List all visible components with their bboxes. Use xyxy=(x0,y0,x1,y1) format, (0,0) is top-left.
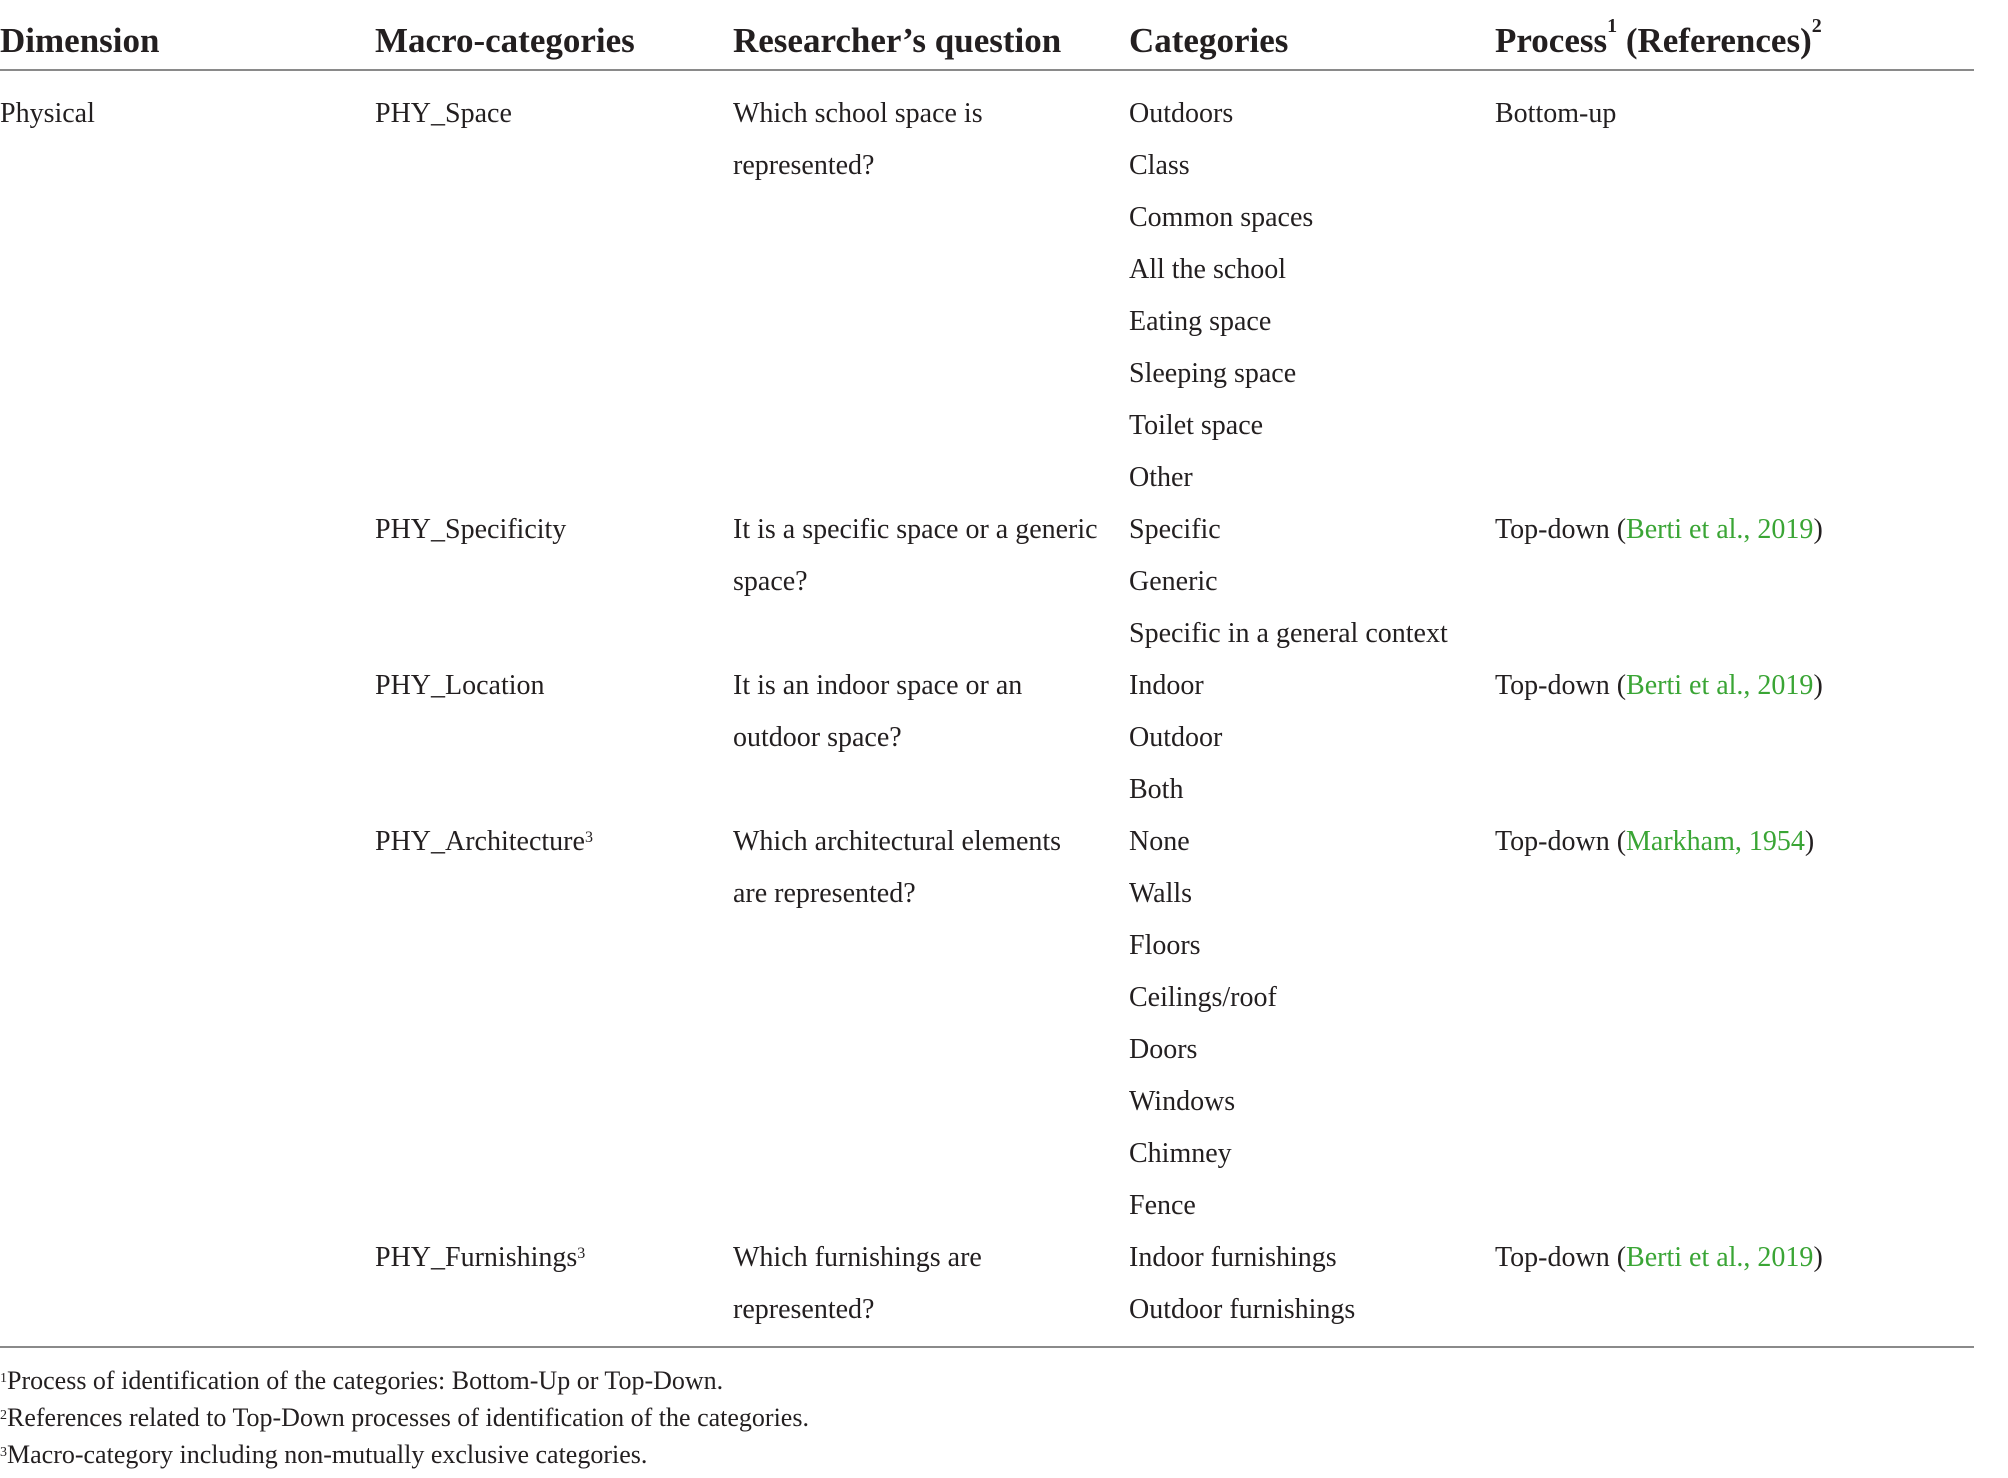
footnote-mark: 2 xyxy=(0,1408,7,1423)
category-item: All the school xyxy=(1129,254,1287,285)
category-item: Toilet space xyxy=(1129,410,1264,441)
category-item: Specific xyxy=(1129,514,1221,545)
table-row xyxy=(0,660,1974,816)
category-item: Floors xyxy=(1129,930,1201,961)
cell-categories xyxy=(1129,70,1495,504)
macro-category-label: PHY_Architecture xyxy=(375,826,585,857)
process-label: Top-down xyxy=(1495,1242,1610,1273)
category-item: Windows xyxy=(1129,1086,1236,1117)
table-footnotes xyxy=(0,1362,809,1473)
footnote-mark: 1 xyxy=(0,1371,7,1386)
cell-process-references: Top-down (Markham, 1954) xyxy=(1495,826,1815,857)
cell-categories xyxy=(1129,1232,1495,1347)
category-item: None xyxy=(1129,826,1190,857)
cell-categories xyxy=(1129,816,1495,1232)
question-line: Which school space is xyxy=(733,98,983,129)
cell-dimension: Physical xyxy=(0,98,95,129)
cell-macro-category xyxy=(375,504,733,660)
reference-link[interactable]: Berti et al., 2019 xyxy=(1626,514,1814,545)
question-line: It is an indoor space or an xyxy=(733,670,1023,701)
footnote-text: Macro-category including non-mutually exclusive categories. xyxy=(7,1440,648,1469)
question-line: It is a specific space or a generic xyxy=(733,514,1098,545)
category-item: Eating space xyxy=(1129,306,1272,337)
macro-category-label: PHY_Specificity xyxy=(375,514,567,545)
cell-dimension xyxy=(0,660,375,816)
header-dimension: Dimension xyxy=(0,12,375,70)
table-header xyxy=(0,12,1974,70)
category-item: Indoor furnishings xyxy=(1129,1242,1337,1273)
question-line: Which furnishings are xyxy=(733,1242,982,1273)
cell-dimension xyxy=(0,816,375,1232)
cell-process-references: Top-down (Berti et al., 2019) xyxy=(1495,514,1823,545)
question-line: represented? xyxy=(733,1294,875,1325)
cell-process-references xyxy=(1495,70,1974,504)
cell-categories xyxy=(1129,660,1495,816)
cell-macro-category xyxy=(375,70,733,504)
cell-dimension xyxy=(0,504,375,660)
footnote xyxy=(0,1362,809,1399)
question-line: are represented? xyxy=(733,878,916,909)
category-item: Outdoors xyxy=(1129,98,1234,129)
footnote-mark: 3 xyxy=(0,1445,7,1460)
category-item: Specific in a general context xyxy=(1129,618,1448,649)
footnote xyxy=(0,1399,809,1436)
category-item: Indoor xyxy=(1129,670,1204,701)
macro-category-label: PHY_Location xyxy=(375,670,545,701)
category-item: Class xyxy=(1129,150,1190,181)
category-item: Both xyxy=(1129,774,1184,805)
header-researcher-question: Researcher’s question xyxy=(733,12,1129,70)
cell-researcher-question xyxy=(733,660,1129,816)
cell-researcher-question xyxy=(733,1232,1129,1347)
category-item: Doors xyxy=(1129,1034,1198,1065)
macro-category-footnote-mark: 3 xyxy=(577,1245,586,1262)
header-macro-categories: Macro-categories xyxy=(375,12,733,70)
header-process-references xyxy=(1495,12,1974,70)
categories-table xyxy=(0,12,1974,1348)
question-line: space? xyxy=(733,566,808,597)
footnote xyxy=(0,1436,809,1473)
cell-researcher-question xyxy=(733,816,1129,1232)
category-item: Outdoor xyxy=(1129,722,1223,753)
question-line: outdoor space? xyxy=(733,722,902,753)
cell-macro-category xyxy=(375,1232,733,1347)
category-item: Fence xyxy=(1129,1190,1196,1221)
header-references-label: (References) xyxy=(1617,20,1812,60)
macro-category-label: PHY_Space xyxy=(375,98,512,129)
category-item: Chimney xyxy=(1129,1138,1232,1169)
process-label: Top-down xyxy=(1495,826,1610,857)
category-item: Ceilings/roof xyxy=(1129,982,1277,1013)
cell-categories xyxy=(1129,504,1495,660)
cell-process-references: Top-down (Berti et al., 2019) xyxy=(1495,1232,1974,1347)
header-process-label: Process xyxy=(1495,20,1608,60)
category-item: Walls xyxy=(1129,878,1193,909)
process-label: Top-down xyxy=(1495,514,1610,545)
reference-link[interactable]: Berti et al., 2019 xyxy=(1626,1242,1814,1273)
process-label: Top-down xyxy=(1495,670,1610,701)
reference-link[interactable]: Markham, 1954 xyxy=(1626,826,1805,857)
footnote-text: Process of identification of the categories: Bottom-Up or Top-Down. xyxy=(7,1366,724,1395)
cell-macro-category xyxy=(375,816,733,1232)
process-label: Bottom-up xyxy=(1495,98,1617,129)
question-line: Which architectural elements xyxy=(733,826,1062,857)
question-line: represented? xyxy=(733,150,875,181)
header-row xyxy=(0,12,1974,70)
table-row xyxy=(0,816,1974,1232)
category-item: Other xyxy=(1129,462,1193,493)
cell-researcher-question xyxy=(733,504,1129,660)
cell-researcher-question xyxy=(733,70,1129,504)
macro-category-label: PHY_Furnishings xyxy=(375,1242,578,1273)
macro-category-footnote-mark: 3 xyxy=(584,829,593,846)
table-row xyxy=(0,1232,1974,1347)
category-item: Outdoor furnishings xyxy=(1129,1294,1356,1325)
header-process-footnote-mark: 1 xyxy=(1607,14,1618,37)
header-references-footnote-mark: 2 xyxy=(1811,14,1822,37)
cell-macro-category xyxy=(375,660,733,816)
table-row xyxy=(0,70,1974,504)
category-item: Common spaces xyxy=(1129,202,1314,233)
cell-dimension xyxy=(0,1232,375,1347)
reference-link[interactable]: Berti et al., 2019 xyxy=(1626,670,1814,701)
table-body xyxy=(0,70,1974,1347)
cell-process-references: Top-down (Berti et al., 2019) xyxy=(1495,670,1823,701)
table-row xyxy=(0,504,1974,660)
category-item: Generic xyxy=(1129,566,1218,597)
footnote-text: References related to Top-Down processes of identification of the categories. xyxy=(7,1403,809,1432)
category-item: Sleeping space xyxy=(1129,358,1297,389)
header-categories: Categories xyxy=(1129,12,1495,70)
